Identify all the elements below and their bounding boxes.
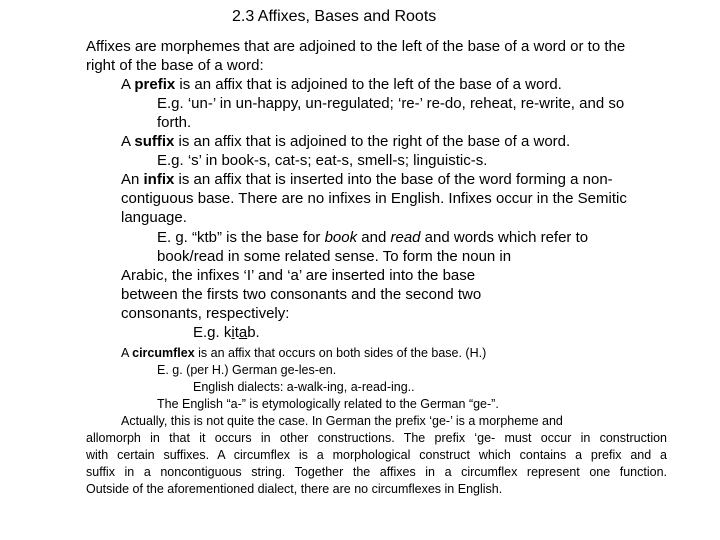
- infix-example-line: book/read in some related sense. To form the noun in: [157, 248, 512, 265]
- infix-term: infix: [143, 171, 175, 188]
- circumflex-line: E. g. (per H.) German ge-les-en.: [157, 363, 337, 377]
- infix-line: language.: [121, 209, 187, 226]
- suffix-example: E.g. ‘s’ in book-s, cat-s; eat-s, smell-s; linguistic-s.: [157, 152, 488, 169]
- circumflex-term: circumflex: [132, 346, 195, 360]
- prefix-term: prefix: [134, 76, 176, 93]
- suffix-term: suffix: [134, 133, 175, 150]
- intro-line: Affixes are morphemes that are adjoined to the left of the base of a word or to the: [86, 38, 626, 55]
- infix-line: contiguous base. There are no infixes in English. Infixes occur in the Semitic: [121, 190, 627, 207]
- infix-example: E. g. “ktb” is the base for book and read and words which refer to: [157, 229, 589, 246]
- infix-example-line: consonants, respectively:: [121, 305, 290, 322]
- infix-example-line: between the firsts two consonants and the second two: [121, 286, 482, 303]
- intro-line: right of the base of a word:: [86, 57, 264, 74]
- circumflex-line: English dialects: a-walk-ing, a-read-ing..: [193, 380, 415, 394]
- circumflex-line: The English “a-” is etymologically related to the German “ge-”.: [157, 397, 499, 411]
- kitab-example: E.g. kitab.: [193, 324, 260, 341]
- slide-title: 2.3 Affixes, Bases and Roots: [232, 8, 437, 25]
- circumflex-note: Actually, this is not quite the case. In German the prefix ‘ge-’ is a morpheme and: [121, 414, 563, 428]
- circumflex-paragraph-line: Outside of the aforementioned dialect, there are no circumflexes in English.: [86, 482, 503, 496]
- infix-example-line: Arabic, the infixes ‘I’ and ‘a’ are inserted into the base: [121, 267, 476, 284]
- prefix-example: E.g. ‘un-’ in un-happy, un-regulated; ‘re-’ re-do, reheat, re-write, and so: [157, 95, 625, 112]
- prefix-example: forth.: [157, 114, 192, 131]
- suffix-definition: A suffix is an affix that is adjoined to the right of the base of a word.: [121, 133, 571, 150]
- prefix-definition: A prefix is an affix that is adjoined to the left of the base of a word.: [121, 76, 562, 93]
- infix-definition: An infix is an affix that is inserted into the base of the word forming a non-: [121, 171, 613, 188]
- circumflex-paragraph-line: allomorph in that it occurs in other constructions. The prefix ‘ge- must occur in construction: [86, 431, 667, 445]
- circumflex-definition: A circumflex is an affix that occurs on both sides of the base. (H.): [121, 346, 487, 360]
- circumflex-paragraph-line: with certain suffixes. A circumflex is a morphological construct which contains a prefix and a: [86, 448, 667, 462]
- circumflex-paragraph-line: suffix in a noncontiguous string. Together the affixes in a circumflex represent one function.: [86, 465, 667, 479]
